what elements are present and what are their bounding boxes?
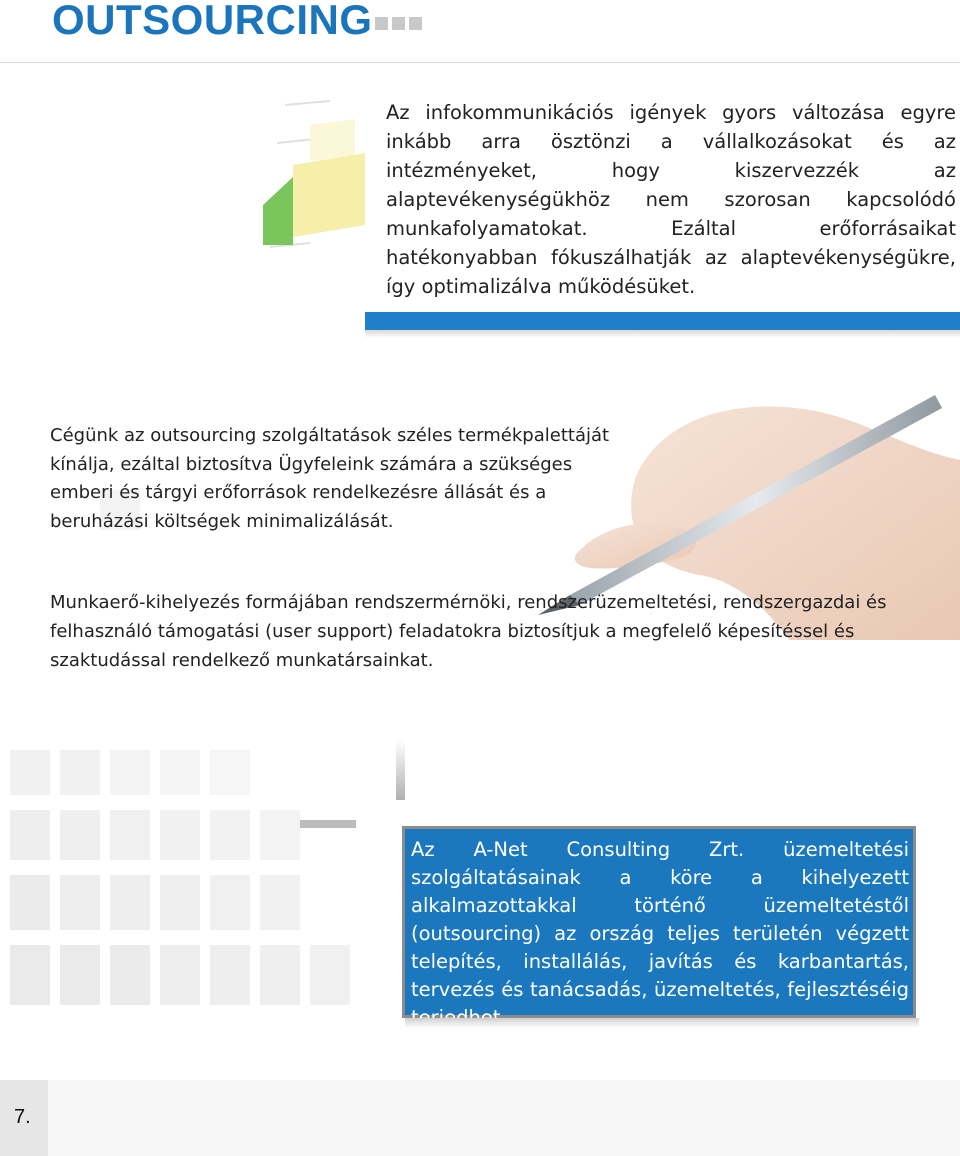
page-number: 7. (14, 1106, 31, 1128)
services-paragraph: Cégünk az outsourcing szolgáltatások széles termékpalettáját kínálja, ezáltal biztosítva Ügyfeleink számára a szükséges emberi és tárgyi erőforrások rendelkezésre állását és a beruházási költségek minimalizálását. (50, 425, 610, 532)
grid-tile (160, 945, 200, 1005)
grid-tile (260, 945, 300, 1005)
cube-face-yellow (293, 153, 365, 237)
grid-tile (10, 875, 50, 930)
grid-tile (210, 875, 250, 930)
intro-paragraph: Az infokommunikációs igények gyors változása egyre inkább arra ösztönzi a vállalkozásokat és az intézményeket, hogy kiszervezzék az alaptevékenységükhöz nem szorosan kapcsolódó munkafolyamatokat. Ezáltal erőforrásaikat hatékonyabban fókuszálhatják az alaptevékenységükre, így optimalizálva működésüket. (386, 101, 956, 298)
title-square (409, 17, 422, 30)
staffing-paragraph: Munkaerő-kihelyezés formájában rendszermérnöki, rendszerüzemeltetési, rendszergazdai és felhasználó támogatási (user support) feladatokra biztosítjuk a megfelelő képesítéssel és szaktudással rendelkező munkatársainkat. (50, 592, 887, 671)
footer-strip (48, 1080, 960, 1156)
vertical-bar-decoration (396, 740, 405, 800)
band-shadow (365, 330, 960, 338)
cube-side-green (263, 177, 293, 245)
grid-tile (110, 810, 150, 860)
grid-tile (210, 750, 250, 795)
title-squares-decoration (375, 17, 422, 30)
grid-tile (260, 810, 300, 860)
cube-icon (255, 95, 365, 265)
grid-tile (110, 945, 150, 1005)
title-square (375, 17, 388, 30)
page-header (0, 0, 960, 63)
grid-tile (10, 810, 50, 860)
grid-tile (160, 875, 200, 930)
page-number-box (0, 1080, 48, 1156)
grid-tile (60, 945, 100, 1005)
horizontal-bar-decoration (300, 820, 356, 828)
grid-tile (110, 750, 150, 795)
cube-face-light (310, 119, 355, 161)
grid-tile (60, 810, 100, 860)
grid-tile (210, 810, 250, 860)
grid-tile (160, 810, 200, 860)
callout-box (402, 826, 916, 1018)
blue-band-divider (365, 312, 960, 330)
grid-tile (160, 750, 200, 795)
grid-tile (110, 875, 150, 930)
page-title: OUTSOURCING (52, 0, 373, 43)
grid-tile (60, 750, 100, 795)
title-square (392, 17, 405, 30)
callout-shadow (405, 1018, 919, 1028)
grid-tile (60, 875, 100, 930)
grid-tile (310, 945, 350, 1005)
grid-tile (10, 945, 50, 1005)
callout-text: Az A-Net Consulting Zrt. üzemeltetési szolgáltatásainak a köre a kihelyezett alkalmazottakkal történő üzemeltetéstől (outsourcing) az ország teljes területén végzett telepítés, installálás, javítás és karbantartás, tervezés és tanácsadás, üzemeltetés, fejlesztéséig (411, 838, 909, 1001)
grid-tile (10, 750, 50, 795)
grid-tile (260, 875, 300, 930)
grid-tile (210, 945, 250, 1005)
